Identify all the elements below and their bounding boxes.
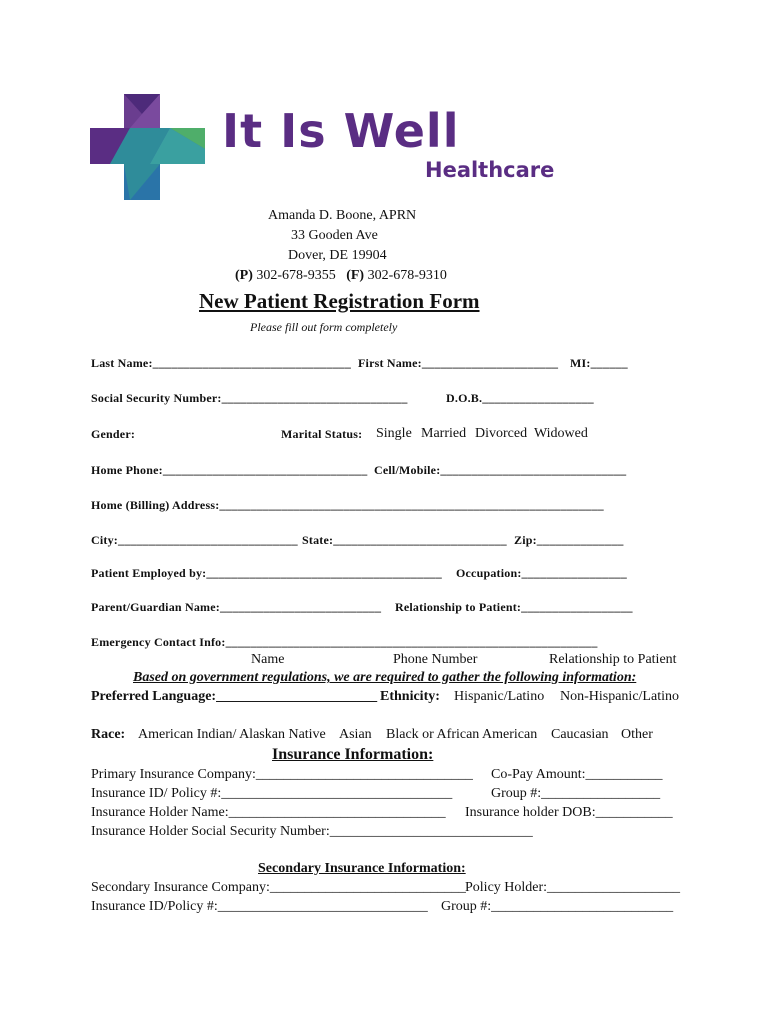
city-field[interactable]: City:_____________________________ [91, 533, 298, 547]
provider-city: Dover, DE 19904 [288, 248, 387, 263]
zip-field[interactable]: Zip:______________ [514, 533, 624, 547]
cross-logo-icon [90, 94, 205, 202]
phone-label: (P) [235, 268, 253, 283]
first-name-field[interactable]: First Name:______________________ [358, 356, 559, 370]
relationship-field[interactable]: Relationship to Patient:__________________ [395, 600, 633, 614]
form-subtitle: Please fill out form completely [250, 320, 398, 334]
provider-contact [235, 268, 447, 284]
race-option-caucasian[interactable]: Caucasian [551, 727, 609, 742]
copay-field[interactable]: Co-Pay Amount:___________ [491, 767, 663, 782]
dob-field[interactable]: D.O.B.__________________ [446, 391, 594, 405]
policy-holder-field[interactable]: Policy Holder:___________________ [465, 880, 681, 895]
address-field[interactable]: Home (Billing) Address:______________________________________________________________ [91, 498, 604, 512]
secondary-id-field[interactable]: Insurance ID/Policy #:______________________________ [91, 899, 428, 914]
brand-name: It Is Well [222, 104, 460, 158]
marital-option-divorced[interactable]: Divorced [475, 426, 528, 441]
holder-name-field[interactable]: Insurance Holder Name:_______________________________ [91, 805, 446, 820]
employed-by-field[interactable]: Patient Employed by:______________________________________ [91, 566, 442, 580]
provider-street: 33 Gooden Ave [291, 228, 378, 243]
race-option-asian[interactable]: Asian [339, 727, 372, 742]
logo [90, 94, 570, 204]
last-name-field[interactable]: Last Name:________________________________ [91, 356, 352, 370]
marital-option-widowed[interactable]: Widowed [534, 426, 588, 441]
mi-field[interactable]: MI:______ [570, 356, 628, 370]
marital-status-label: Marital Status: [281, 427, 363, 441]
holder-ssn-field[interactable]: Insurance Holder Social Security Number:_____________________________ [91, 824, 533, 839]
form-title: New Patient Registration Form [199, 289, 480, 313]
ethnicity-label: Ethnicity: [380, 689, 440, 704]
fax-number: 302-678-9310 [367, 268, 447, 283]
phone-number: 302-678-9355 [256, 268, 336, 283]
primary-company-field[interactable]: Primary Insurance Company:_______________________________ [91, 767, 473, 782]
provider-name: Amanda D. Boone, APRN [268, 208, 417, 223]
ethnicity-option-non-hispanic[interactable]: Non-Hispanic/Latino [560, 689, 679, 704]
race-option-other[interactable]: Other [621, 727, 653, 742]
emergency-col-name: Name [251, 652, 285, 667]
secondary-company-field[interactable]: Secondary Insurance Company:____________________________ [91, 880, 466, 895]
marital-option-married[interactable]: Married [421, 426, 467, 441]
race-option-black[interactable]: Black or African American [386, 727, 538, 742]
ethnicity-option-hispanic[interactable]: Hispanic/Latino [454, 689, 545, 704]
gov-notice: Based on government regulations, we are required to gather the following information: [133, 670, 637, 685]
cell-field[interactable]: Cell/Mobile:______________________________ [374, 463, 627, 477]
ssn-field[interactable]: Social Security Number:______________________________ [91, 391, 408, 405]
language-field[interactable]: Preferred Language:_______________________ [91, 689, 378, 704]
emergency-contact-field[interactable]: Emergency Contact Info:____________________________________________________________ [91, 635, 598, 649]
insurance-id-field[interactable]: Insurance ID/ Policy #:_________________________________ [91, 786, 453, 801]
gender-field[interactable]: Gender: [91, 427, 136, 441]
emergency-col-relationship: Relationship to Patient [549, 652, 677, 667]
home-phone-field[interactable]: Home Phone:_________________________________ [91, 463, 368, 477]
brand-subname: Healthcare [425, 158, 555, 182]
occupation-field[interactable]: Occupation:_________________ [456, 566, 627, 580]
group-field[interactable]: Group #:_________________ [491, 786, 661, 801]
emergency-col-phone: Phone Number [393, 652, 478, 667]
marital-option-single[interactable]: Single [376, 426, 412, 441]
guardian-field[interactable]: Parent/Guardian Name:__________________________ [91, 600, 382, 614]
state-field[interactable]: State:____________________________ [302, 533, 507, 547]
secondary-group-field[interactable]: Group #:__________________________ [441, 899, 674, 914]
holder-dob-field[interactable]: Insurance holder DOB:___________ [465, 805, 673, 820]
fax-label: (F) [346, 268, 365, 283]
secondary-heading: Secondary Insurance Information: [258, 861, 466, 876]
race-option-american-indian[interactable]: American Indian/ Alaskan Native [138, 727, 326, 742]
insurance-heading: Insurance Information: [272, 746, 434, 763]
race-label: Race: [91, 727, 126, 742]
